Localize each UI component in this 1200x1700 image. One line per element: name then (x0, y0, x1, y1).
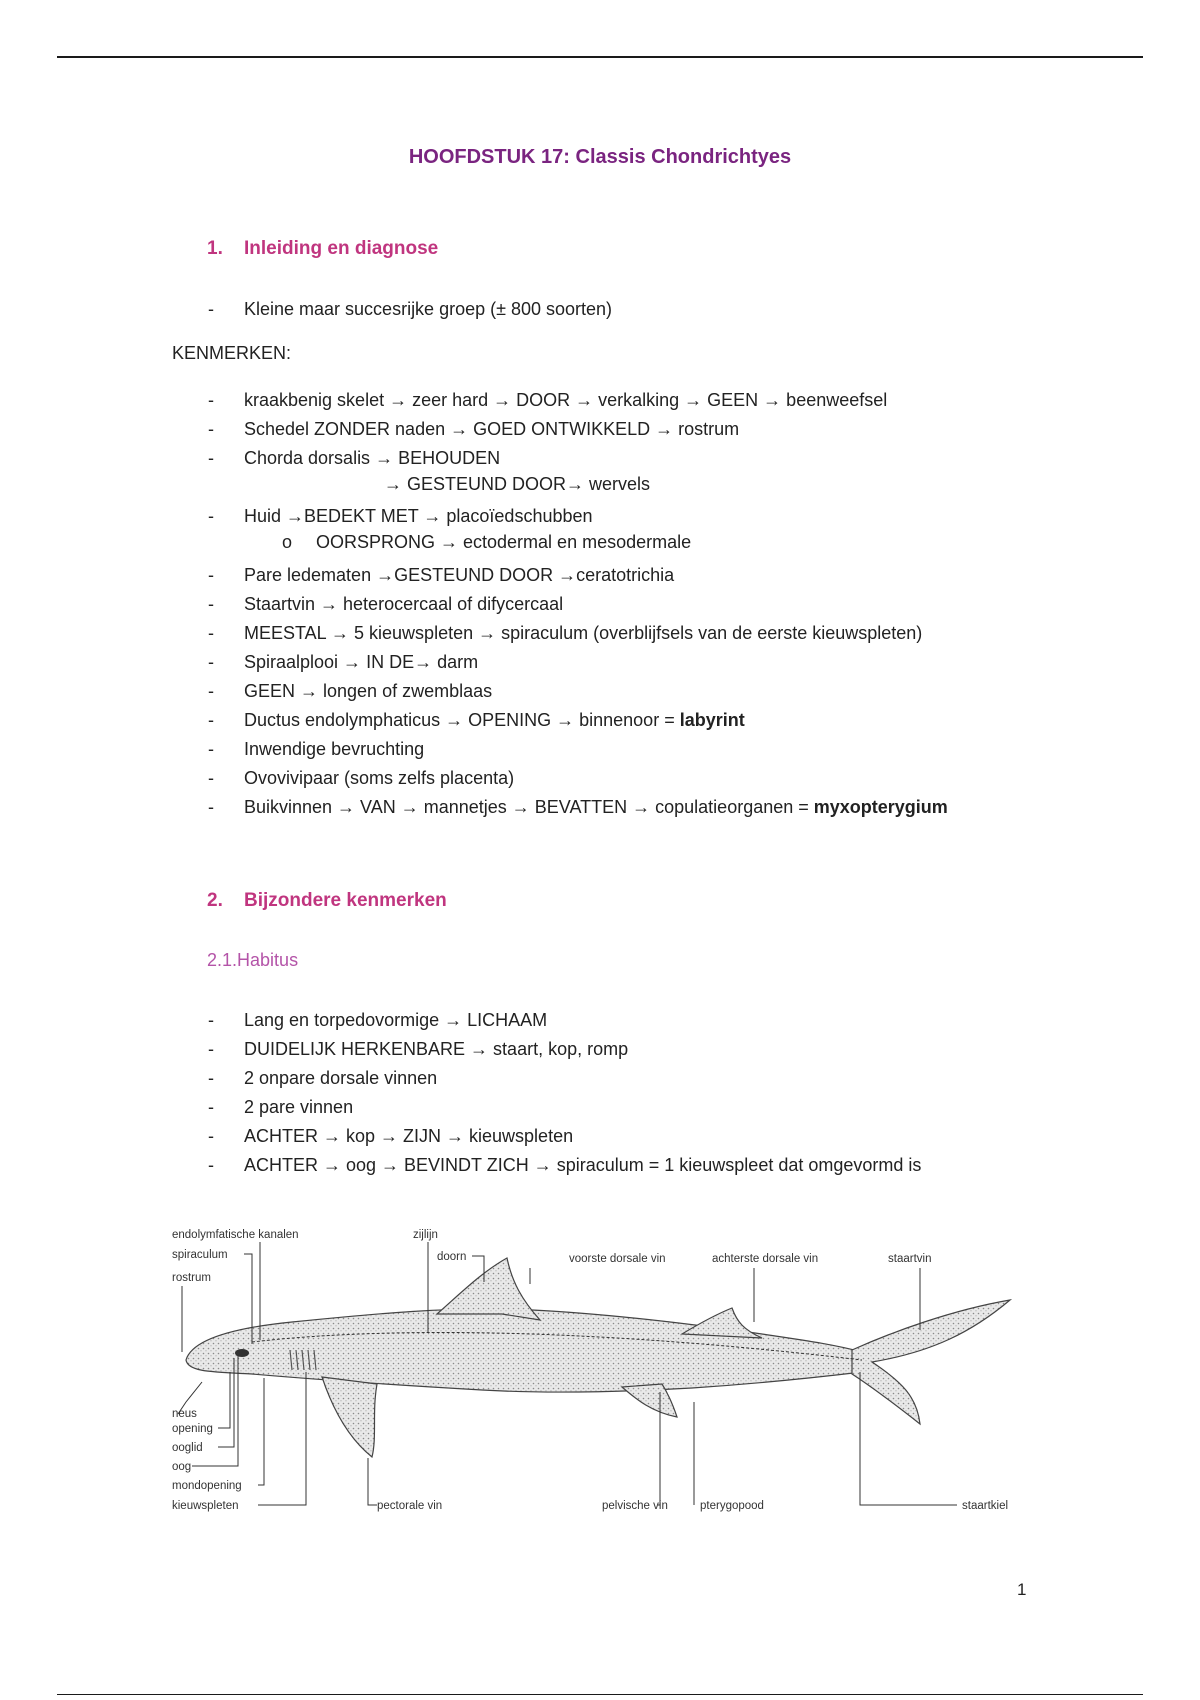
kenmerk-text: Ovovivipaar (soms zelfs placenta) (244, 768, 515, 788)
kenmerk-text: GEEN → longen of zwemblaas (244, 681, 493, 701)
kenmerk-text: Huid →BEDEKT MET → placoïedschubben (244, 506, 593, 526)
pectoral-fin (322, 1377, 377, 1457)
bullet-dash: - (208, 1126, 214, 1146)
section-2-title: Bijzondere kenmerken (244, 890, 447, 911)
label-pectorale: pectorale vin (377, 1500, 443, 1512)
first-dorsal-fin (437, 1258, 540, 1320)
bullet-dash: - (208, 299, 214, 319)
kenmerk-text: kraakbenig skelet → zeer hard → DOOR → verkalking → GEEN → beenweefsel (244, 390, 888, 410)
section-1-number: 1. (207, 238, 223, 259)
kenmerk-text: Pare ledematen →GESTEUND DOOR →ceratotrichia (244, 565, 675, 585)
habitus-text: 2 onpare dorsale vinnen (244, 1068, 438, 1088)
kenmerk-text: Inwendige bevruchting (244, 739, 425, 759)
section-2-heading (207, 890, 447, 912)
kenmerk-bold-term: myxopterygium (813, 797, 948, 817)
label-voorste: voorste dorsale vin (569, 1253, 666, 1265)
label-neus: neus (172, 1408, 197, 1420)
bullet-dash: - (208, 739, 214, 759)
bottom-rule (57, 1694, 1143, 1695)
second-dorsal-fin (682, 1308, 762, 1338)
label-pterygopood: pterygopood (700, 1500, 764, 1512)
habitus-text: ACHTER → kop → ZIJN → kieuwspleten (244, 1126, 574, 1146)
label-rostrum: rostrum (172, 1272, 211, 1284)
sub-item-text: OORSPRONG → ectodermal en mesodermale (316, 532, 692, 552)
bullet-dash: - (208, 594, 214, 614)
bullet-dash: - (208, 506, 214, 526)
kenmerk-text (244, 793, 948, 822)
label-ooglid: ooglid (172, 1442, 203, 1454)
label-pelvische: pelvische vin (602, 1500, 668, 1512)
bullet-dash: - (208, 448, 214, 468)
eye (235, 1349, 249, 1357)
kenmerk-text: Chorda dorsalis → BEHOUDEN (244, 448, 501, 468)
section-2-number: 2. (207, 890, 223, 911)
section-1-title: Inleiding en diagnose (244, 238, 439, 259)
bullet-dash: - (208, 1097, 214, 1117)
label-staartvin: staartvin (888, 1253, 932, 1265)
kenmerken-label: KENMERKEN: (172, 343, 292, 363)
bullet-dash: - (208, 1010, 214, 1030)
bullet-dash: - (208, 419, 214, 439)
habitus-text: ACHTER → oog → BEVINDT ZICH → spiraculum = 1 kieuwspleet dat omgevormd is (244, 1155, 922, 1175)
kenmerk-text-part: Ductus endolymphaticus → OPENING → binnenoor = (244, 710, 680, 730)
kenmerk-bold-term: labyrint (679, 710, 745, 730)
intro-text: Kleine maar succesrijke groep (± 800 soorten) (244, 299, 613, 319)
bullet-dash: - (208, 1155, 214, 1175)
label-zijlijn: zijlijn (413, 1229, 438, 1241)
habitus-text: 2 pare vinnen (244, 1097, 354, 1117)
label-oog: oog (172, 1461, 192, 1473)
subsection-heading (207, 950, 298, 971)
label-achterste: achterste dorsale vin (712, 1253, 819, 1265)
label-mondopening: mondopening (172, 1480, 242, 1492)
bullet-dash: - (208, 652, 214, 672)
bullet-dash: - (208, 1068, 214, 1088)
bullet-dash: - (208, 797, 214, 817)
kenmerk-text: MEESTAL → 5 kieuwspleten → spiraculum (overblijfsels van de eerste kieuwspleten) (244, 623, 923, 643)
shark-anatomy-figure (172, 1222, 1032, 1522)
habitus-text: DUIDELIJK HERKENBARE → staart, kop, romp (244, 1039, 629, 1059)
bullet-dash: - (208, 623, 214, 643)
section-1-heading (207, 238, 438, 260)
label-doorn: doorn (437, 1251, 467, 1263)
bullet-dash: - (208, 390, 214, 410)
label-kieuwspleten: kieuwspleten (172, 1500, 239, 1512)
kenmerk-text-part: Buikvinnen → VAN → mannetjes → BEVATTEN → copulatieorganen = (244, 797, 814, 817)
kenmerk-text: Schedel ZONDER naden → GOED ONTWIKKELD → rostrum (244, 419, 740, 439)
page-title: HOOFDSTUK 17: Classis Chondrichtyes (408, 146, 792, 168)
subsection-title: Habitus (237, 950, 299, 970)
bullet-dash: - (208, 681, 214, 701)
tail-fin (852, 1300, 1010, 1424)
subsection-number: 2.1. (207, 950, 238, 970)
label-endolymf: endolymfatische kanalen (172, 1229, 299, 1241)
sub-bullet-marker: o (282, 532, 293, 552)
kenmerk-text: Staartvin → heterocercaal of difycercaal (244, 594, 564, 614)
kenmerk-text: Spiraalplooi → IN DE→ darm (244, 652, 479, 672)
bullet-dash: - (208, 710, 214, 730)
bullet-dash: - (208, 768, 214, 788)
bullet-dash: - (208, 565, 214, 585)
kenmerk-continuation: → GESTEUND DOOR→ wervels (384, 474, 651, 494)
top-rule (57, 56, 1143, 58)
label-staartkiel: staartkiel (962, 1500, 1009, 1512)
habitus-text: Lang en torpedovormige → LICHAAM (244, 1010, 548, 1030)
shark-body (186, 1309, 862, 1392)
label-spiraculum: spiraculum (172, 1249, 228, 1261)
kenmerk-text (244, 706, 745, 735)
bullet-dash: - (208, 1039, 214, 1059)
page-number: 1 (1017, 1580, 1027, 1599)
label-opening: opening (172, 1423, 213, 1435)
